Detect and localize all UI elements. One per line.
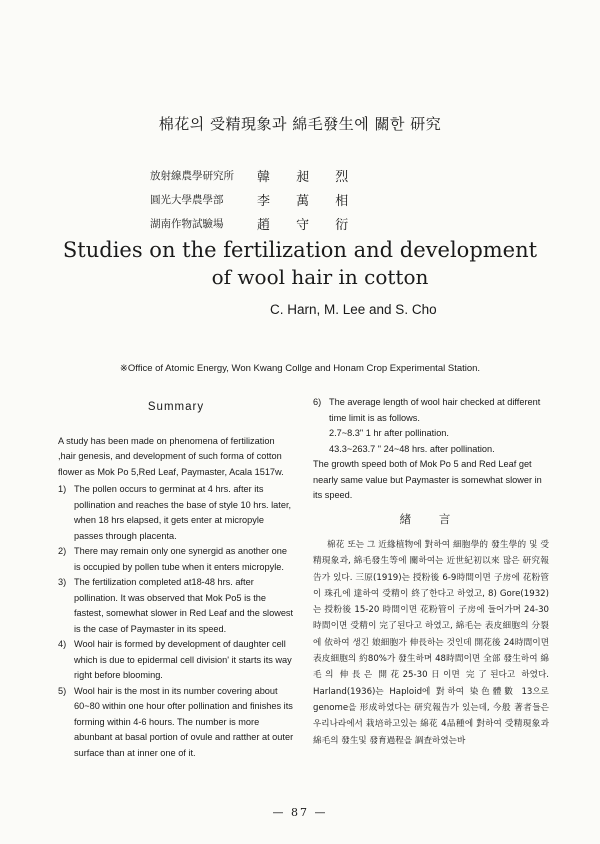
author-affiliation-1: 放射線農學研究所 bbox=[150, 170, 234, 182]
summary-item-number: 5) bbox=[58, 685, 67, 696]
summary-item-text: The average length of wool hair checked at different time limit is as follows. bbox=[329, 397, 541, 423]
summary-item bbox=[58, 637, 294, 684]
page-number: — 87 — bbox=[272, 806, 328, 819]
summary-item-number: 1) bbox=[58, 484, 67, 494]
english-authors: C. Harn, M. Lee and S. Cho bbox=[270, 302, 437, 317]
summary-closing: The growth speed both of Mok Po 5 and Red Leaf get nearly same value but Paymaster is somewhat slower in its speed. bbox=[313, 459, 542, 500]
summary-intro: A study has been made on phenomena of fertilization ,hair genesis, and development of such forma of cotton flower as Mok Po 5,Red Leaf, Paymaster, Acala 1517w. bbox=[58, 435, 284, 477]
summary-item-number: 2) bbox=[58, 546, 67, 556]
measurement-1: 2.7~8.3" 1 hr after pollination. bbox=[329, 428, 449, 438]
left-column bbox=[58, 400, 294, 761]
summary-item-text: There may remain only one synergid as another one is occupied by pollen tube when it enters micropyle. bbox=[74, 546, 287, 572]
summary-item-text: Wool hair is formed by development of daughter cell which is due to epidermal cell division' it starts its way right before blooming. bbox=[74, 639, 292, 680]
english-title-line-2: of wool hair in cotton bbox=[211, 265, 429, 289]
summary-item bbox=[58, 544, 294, 575]
summary-item bbox=[58, 482, 294, 544]
summary-item-text: The pollen occurs to germinat at 4 hrs. after its pollination and reaches the base of style 10 hrs. later, when 18 hrs elapsed, it gets enter at micropyle passes through placenta. bbox=[74, 484, 292, 541]
summary-item-number: 4) bbox=[58, 639, 67, 649]
summary-item-number: 6) bbox=[313, 397, 322, 407]
summary-item-text: Wool hair is the most in its number covering about 60~80 within one hour ofter pollination and finishes its forming within 4-6 hours. The number is more abunbant at basal portion of ovule and ratther at outer surface than at inner one of it. bbox=[74, 685, 294, 758]
author-name-2: 李 萬 相 bbox=[257, 194, 350, 209]
author-affiliation-3: 湖南作物試驗場 bbox=[150, 218, 224, 230]
author-name-1: 韓 昶 烈 bbox=[257, 170, 350, 185]
summary-heading: Summary bbox=[147, 401, 205, 413]
author-affiliation-2: 圓光大學農學部 bbox=[150, 194, 224, 206]
summary-item-text: The fertilization completed at18-48 hrs. after pollination. It was observed that Mok Po5 is the fastest, somewhat slower in Red Leaf and the slowest is the case of Paymaster in its speed. bbox=[74, 577, 294, 634]
korean-title: 棉花의 受精現象과 綿毛發生에 關한 研究 bbox=[158, 115, 442, 133]
summary-item bbox=[313, 395, 549, 426]
english-title-line-1: Studies on the fertilization and development bbox=[62, 238, 538, 262]
author-name-3: 趙 守 衍 bbox=[257, 218, 350, 233]
summary-item-number: 3) bbox=[58, 577, 67, 587]
office-footnote: ※Office of Atomic Energy, Won Kwang Collge and Honam Crop Experimental Station. bbox=[119, 363, 481, 374]
summary-item bbox=[58, 575, 294, 637]
right-column bbox=[313, 395, 549, 749]
summary-item bbox=[58, 684, 294, 762]
introduction-heading: 緖 言 bbox=[399, 511, 463, 526]
introduction-text: 棉花 또는 그 近緣植物에 對하여 細胞學的 發生學的 및 受精現象과, 綿毛發生等에 關하여는 近世紀初以來 많은 研究報告가 있다. 三原(1919)는 授粉後 6-9時間이면 子房에 花粉管이 珠孔에 達하여 受精이 終了한다고 하였고, 8) Gore(1932)는 授粉後 15-20 時間이면 花粉管이 子房에 들어가며 24-30時間이면 受精이 完了된다고 하였고, 綿毛는 表皮細胞의 分裂에 依하여 생긴 娘細胞가 伸長하는 것인데 開花後 24時間이면 表皮細胞의 約80%가 發生하며 48時間이면 全部 發生하여 綿毛의 伸長은 開花25-30日이면 完了된다고 하였다. Harland(1936)는 Haploid에 對하여 染色體數 13으로 genome을 形成하였다는 研究報告가 있는데, 今般 著者들은 우리나라에서 栽培하고있는 綿花 4品種에 對하여 受精現象과 綿毛의 發生및 發育過程을 調査하였는바 bbox=[313, 540, 549, 746]
measurement-2: 43.3~263.7 " 24~48 hrs. after pollination. bbox=[329, 443, 495, 454]
